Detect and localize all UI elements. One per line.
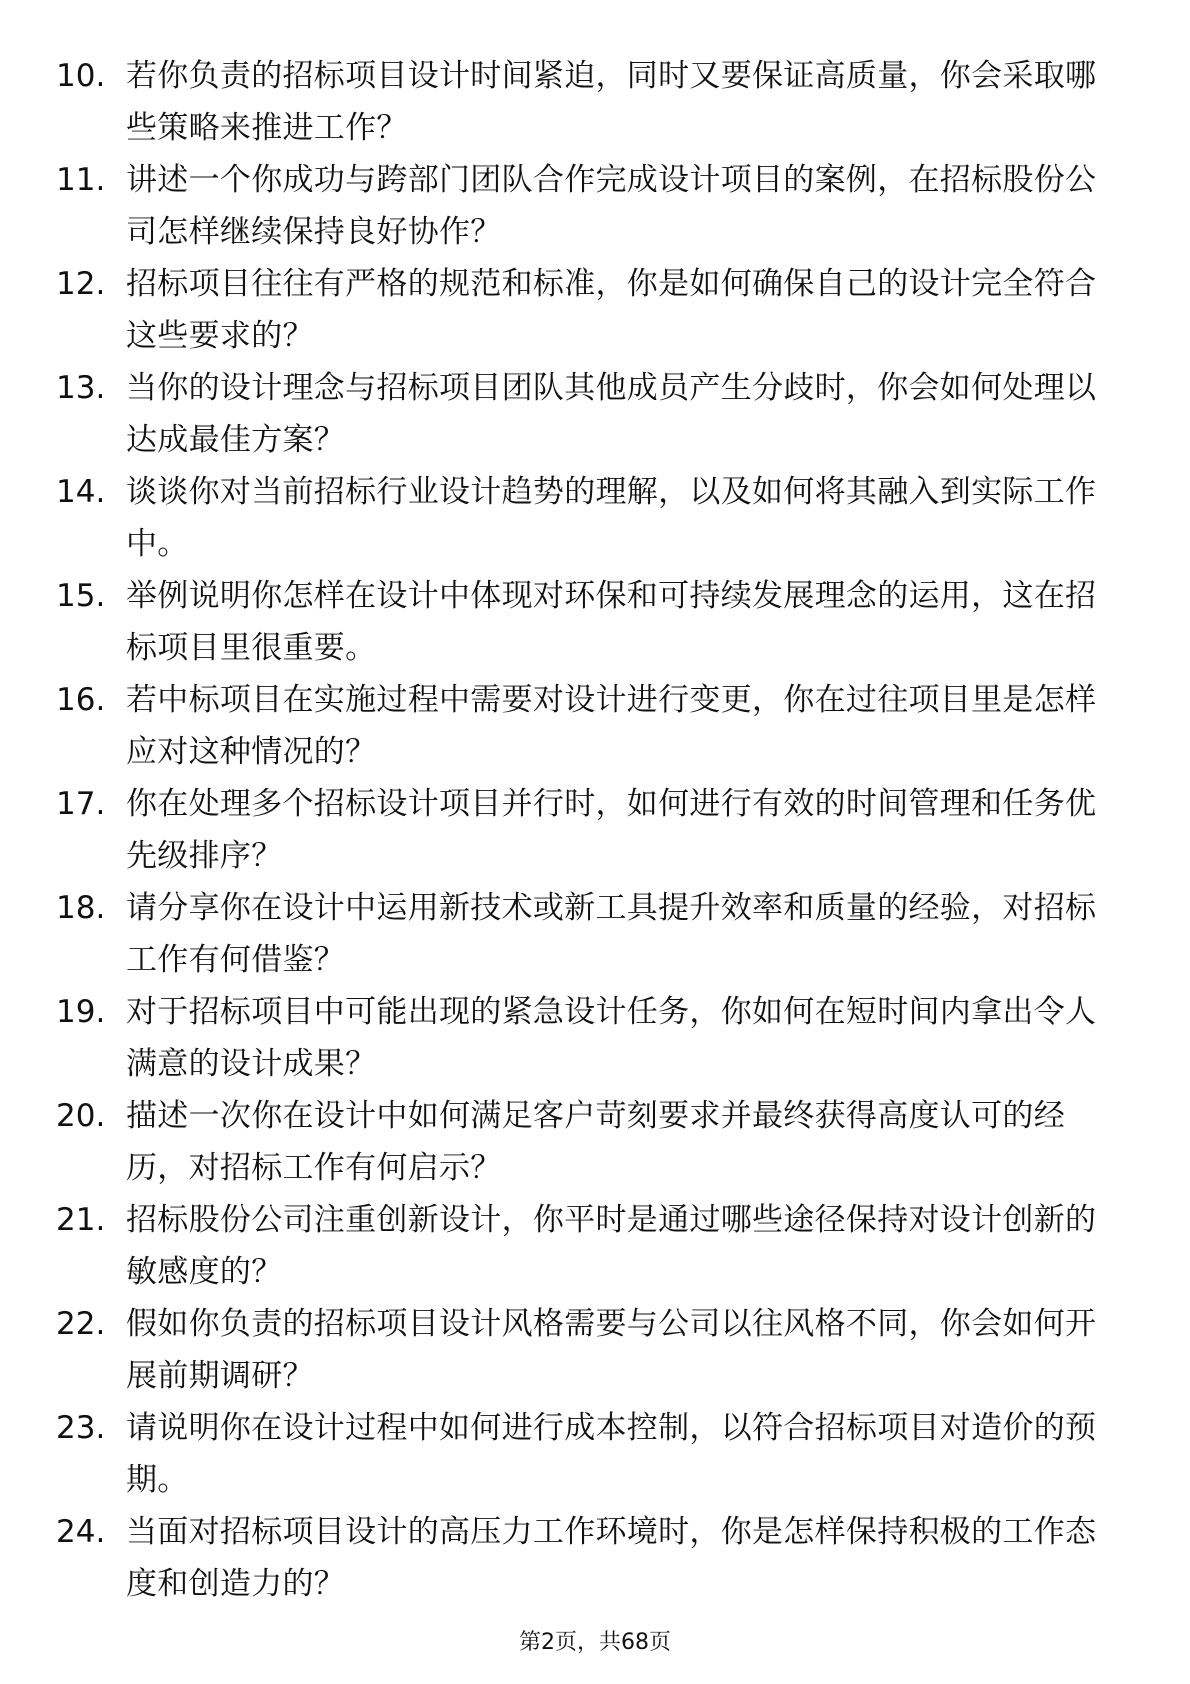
question-text: 举例说明你怎样在设计中体现对环保和可持续发展理念的运用，这在招标项目里很重要。 bbox=[126, 578, 1097, 666]
question-number: 20. bbox=[56, 1098, 106, 1134]
question-item-20 bbox=[0, 1090, 1190, 1194]
question-item-17 bbox=[0, 778, 1190, 882]
question-text: 对于招标项目中可能出现的紧急设计任务，你如何在短时间内拿出令人满意的设计成果？ bbox=[126, 994, 1097, 1082]
question-number: 14. bbox=[56, 474, 106, 510]
question-text: 假如你负责的招标项目设计风格需要与公司以往风格不同，你会如何开展前期调研？ bbox=[126, 1306, 1097, 1394]
question-item-15 bbox=[0, 570, 1190, 674]
question-item-21 bbox=[0, 1194, 1190, 1298]
question-number: 24. bbox=[56, 1514, 106, 1550]
question-number: 22. bbox=[56, 1306, 106, 1342]
question-item-13 bbox=[0, 362, 1190, 466]
question-text: 谈谈你对当前招标行业设计趋势的理解，以及如何将其融入到实际工作中。 bbox=[126, 474, 1097, 562]
question-text: 描述一次你在设计中如何满足客户苛刻要求并最终获得高度认可的经历，对招标工作有何启示？ bbox=[126, 1098, 1065, 1186]
question-text: 请说明你在设计过程中如何进行成本控制，以符合招标项目对造价的预期。 bbox=[126, 1410, 1097, 1498]
page-number-label: 第2页，共68页 bbox=[519, 1630, 671, 1655]
question-item-23 bbox=[0, 1402, 1190, 1506]
question-item-18 bbox=[0, 882, 1190, 986]
question-number: 16. bbox=[56, 682, 106, 718]
question-number: 13. bbox=[56, 370, 106, 406]
page-footer bbox=[0, 1625, 1190, 1656]
question-text: 你在处理多个招标设计项目并行时，如何进行有效的时间管理和任务优先级排序？ bbox=[126, 786, 1097, 874]
question-item-14 bbox=[0, 466, 1190, 570]
question-text: 若中标项目在实施过程中需要对设计进行变更，你在过往项目里是怎样应对这种情况的？ bbox=[126, 682, 1097, 770]
question-number: 17. bbox=[56, 786, 106, 822]
question-item-16 bbox=[0, 674, 1190, 778]
question-text: 当你的设计理念与招标项目团队其他成员产生分歧时，你会如何处理以达成最佳方案？ bbox=[126, 370, 1097, 458]
question-item-10 bbox=[0, 50, 1190, 154]
question-number: 21. bbox=[56, 1202, 106, 1238]
question-number: 15. bbox=[56, 578, 106, 614]
question-item-22 bbox=[0, 1298, 1190, 1402]
question-number: 23. bbox=[56, 1410, 106, 1446]
question-text: 请分享你在设计中运用新技术或新工具提升效率和质量的经验，对招标工作有何借鉴？ bbox=[126, 890, 1097, 978]
question-item-24 bbox=[0, 1506, 1190, 1610]
question-item-11 bbox=[0, 154, 1190, 258]
question-number: 11. bbox=[56, 162, 106, 198]
question-item-19 bbox=[0, 986, 1190, 1090]
question-text: 招标股份公司注重创新设计，你平时是通过哪些途径保持对设计创新的敏感度的？ bbox=[126, 1202, 1097, 1290]
question-item-12 bbox=[0, 258, 1190, 362]
question-number: 12. bbox=[56, 266, 106, 302]
question-text: 招标项目往往有严格的规范和标准，你是如何确保自己的设计完全符合这些要求的？ bbox=[126, 266, 1097, 354]
question-number: 18. bbox=[56, 890, 106, 926]
question-number: 10. bbox=[56, 58, 106, 94]
question-text: 当面对招标项目设计的高压力工作环境时，你是怎样保持积极的工作态度和创造力的？ bbox=[126, 1514, 1097, 1602]
question-text: 讲述一个你成功与跨部门团队合作完成设计项目的案例，在招标股份公司怎样继续保持良好协作？ bbox=[126, 162, 1097, 250]
question-list bbox=[0, 50, 1190, 1610]
question-number: 19. bbox=[56, 994, 106, 1030]
question-text: 若你负责的招标项目设计时间紧迫，同时又要保证高质量，你会采取哪些策略来推进工作？ bbox=[126, 58, 1097, 146]
